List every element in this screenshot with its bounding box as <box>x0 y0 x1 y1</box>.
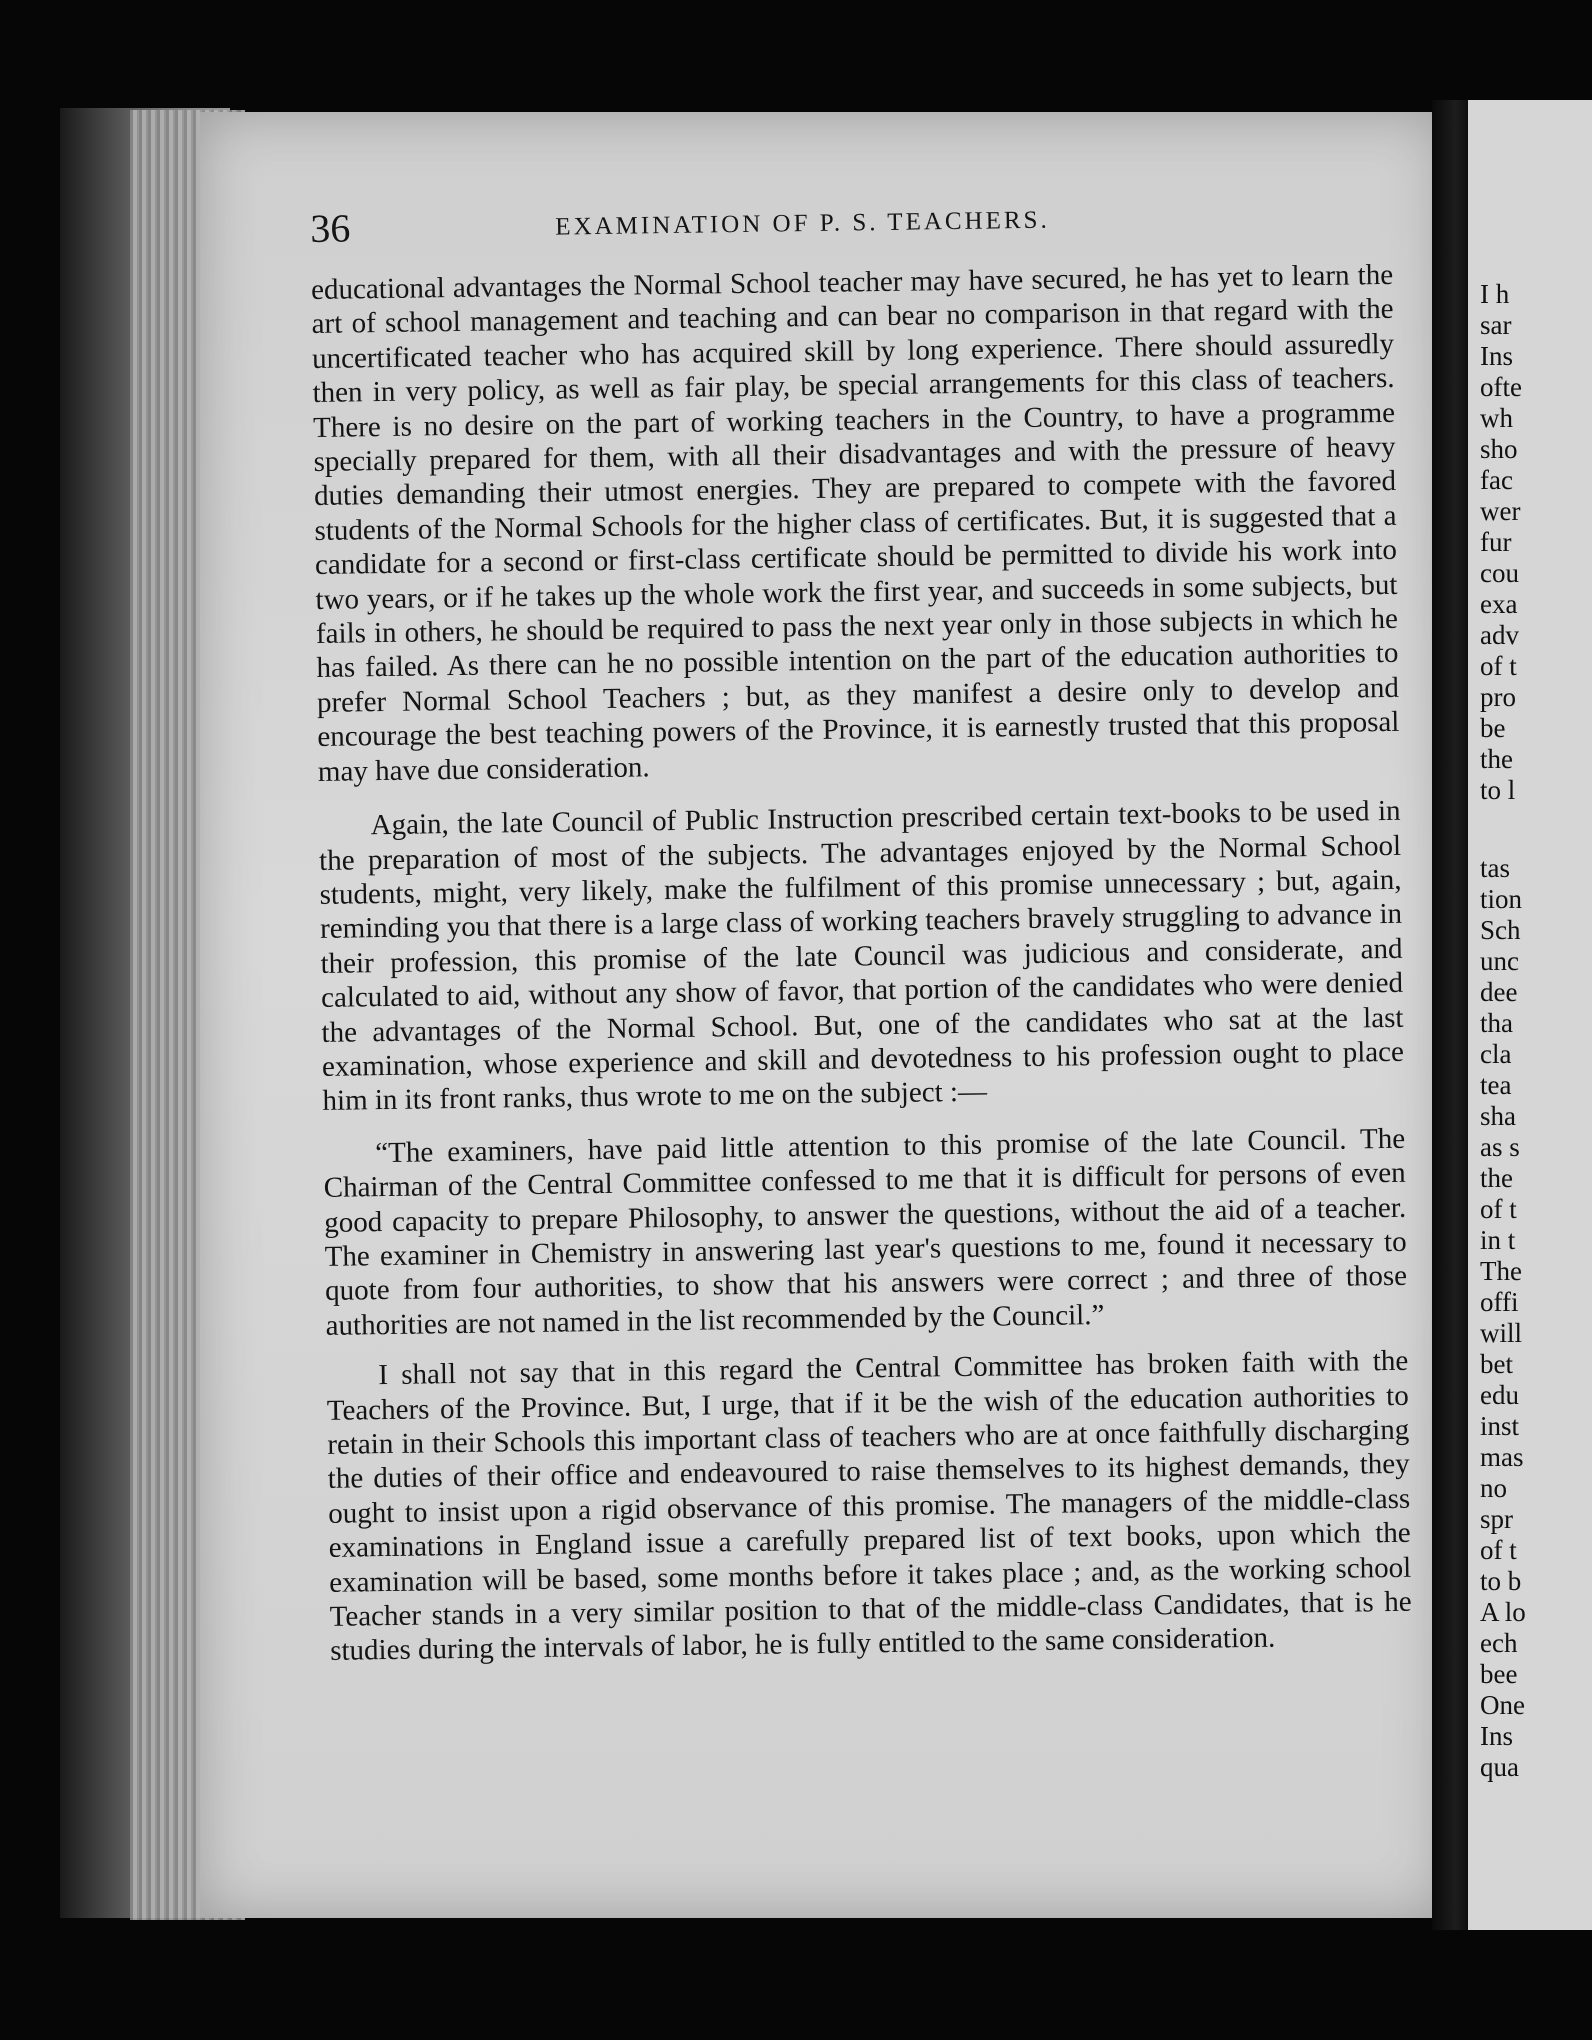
facing-page-fragment: fur <box>1480 527 1512 557</box>
facing-page-fragment: of t <box>1480 1194 1517 1224</box>
facing-page-fragment: sha <box>1480 1101 1516 1131</box>
facing-page-fragment: cla <box>1480 1039 1512 1069</box>
paragraph-conclusion: I shall not say that in this regard the Central Committee has broken faith with the Teachers of the Province. But, I urge, that if it be the wish of the education authorities to retain in their Schools this important class of teachers who are at once faithfully discharging the duties of their office and endeavoured to raise themselves to its highest demands, they ought to insist upon a rigid observance of this promise. The managers of the middle-class examinations in England issue a carefully prepared list of text books, upon which the examination will be based, some months before it takes place ; and, as the working school Teacher stands in a very similar position to that of the middle-class Candidates, that is he studies during the intervals of labor, he is fully entitled to the same consideration. <box>326 1344 1412 1668</box>
facing-page-fragment: edu <box>1480 1380 1519 1410</box>
facing-page-fragment: bee <box>1480 1659 1518 1689</box>
facing-page-fragment: qua <box>1480 1752 1519 1782</box>
facing-page-fragment: tea <box>1480 1070 1512 1100</box>
facing-page-fragment: the <box>1480 1163 1513 1193</box>
facing-page-fragment: to b <box>1480 1566 1522 1596</box>
facing-page-fragment: of t <box>1480 1535 1517 1565</box>
facing-page-fragment: will <box>1480 1318 1523 1348</box>
facing-page-fragment: the <box>1480 744 1513 774</box>
facing-page-fragment: unc <box>1480 946 1519 976</box>
running-head: EXAMINATION OF P. S. TEACHERS. <box>555 206 1050 241</box>
facing-page-fragment: wer <box>1480 496 1521 526</box>
facing-page-fragment: dee <box>1480 977 1518 1007</box>
facing-page-fragment: One <box>1480 1690 1525 1720</box>
facing-page <box>1468 100 1592 1930</box>
facing-page-fragment: Sch <box>1480 915 1521 945</box>
facing-page-fragment: be <box>1480 713 1506 743</box>
facing-page-fragment: pro <box>1480 682 1516 712</box>
page-content <box>310 190 1412 1669</box>
facing-page-fragment: spr <box>1480 1504 1513 1534</box>
facing-page-fragment: Ins <box>1480 341 1513 371</box>
facing-page-fragment: wh <box>1480 403 1513 433</box>
facing-page-fragment: exa <box>1480 589 1518 619</box>
facing-page-fragment: tion <box>1480 884 1523 914</box>
facing-page-fragment: offi <box>1480 1287 1519 1317</box>
facing-page-fragment: no <box>1480 1473 1507 1503</box>
facing-page-fragment: inst <box>1480 1411 1520 1441</box>
facing-page-fragment: to l <box>1480 775 1516 805</box>
quoted-letter: “The examiners, have paid little attention to this promise of the late Council. The Chairman of the Central Committee confessed to me that it is difficult for persons of even good capacity to prepare Philosophy, to answer the questions, without the aid of a teacher. The examiner in Chemistry in answering last year's questions to me, found it necessary to quote from four authorities, to show that his answers were correct ; and three of those authorities are not named in the list recommended by the Council.” <box>323 1122 1408 1342</box>
facing-page-fragment: bet <box>1480 1349 1513 1379</box>
facing-page-fragment: of t <box>1480 651 1517 681</box>
facing-page-fragment: A lo <box>1480 1597 1526 1627</box>
facing-page-fragment: sar <box>1480 310 1512 340</box>
book-gutter <box>1432 100 1472 1930</box>
facing-page-fragment: sho <box>1480 434 1518 464</box>
facing-page-fragment: Ins <box>1480 1721 1513 1751</box>
paragraph-continued: educational advantages the Normal School teacher may have secured, he has yet to learn the art of school management and teaching and can bear no comparison in that regard with the uncertificated teacher who has acquired skill by long experience. There should assuredly then in very policy, as well as fair play, be special arrangements for this class of teachers. There is no desire on the part of working teachers in the Country, to have a programme specially prepared for them, with all their disadvantages and with the pressure of heavy duties demanding their utmost energies. They are prepared to compete with the favored students of the Normal Schools for the higher class of certificates. But, it is suggested that a candidate for a second or first-class certificate should be permitted to divide his work into two years, or if he takes up the whole work the first year, and succeeds in some subjects, but fails in others, he should be required to pass the next year only in those subjects in which he has failed. As there can he no possible intention on the part of the education authorities to prefer Normal School Teachers ; but, as they manifest a desire only to develop and encourage the best teaching powers of the Province, it is earnestly trusted that this proposal may have due consideration. <box>310 258 1400 788</box>
facing-page-fragment: tha <box>1480 1008 1513 1038</box>
page-number: 36 <box>310 205 351 251</box>
facing-page-fragment: in t <box>1480 1225 1516 1255</box>
facing-page-fragment: adv <box>1480 620 1519 650</box>
facing-page-fragment: ech <box>1480 1628 1518 1658</box>
paragraph-textbooks: Again, the late Council of Public Instruction prescribed certain text-books to be used in the preparation of most of the subjects. The advantages enjoyed by the Normal School students, might, very likely, make the fulfilment of this promise unnecessary ; but, again, reminding you that there is a large class of working teachers bravely struggling to advance in their profession, this promise of the late Council was judicious and considerate, and calculated to aid, without any show of favor, that portion of the candidates who were denied the advantages of the Normal School. But, one of the candidates who sat at the last examination, whose experience and skill and devotedness to his profession ought to place him in its front ranks, thus wrote to me on the subject :— <box>318 794 1405 1118</box>
facing-page-fragment: as s <box>1480 1132 1520 1162</box>
facing-page-fragment: tas <box>1480 853 1510 883</box>
facing-page-fragment: ofte <box>1480 372 1522 402</box>
facing-page-fragment: mas <box>1480 1442 1524 1472</box>
facing-page-fragment: fac <box>1480 465 1513 495</box>
facing-page-fragment: I h <box>1480 279 1510 309</box>
facing-page-fragment: The <box>1480 1256 1522 1286</box>
facing-page-fragment: cou <box>1480 558 1519 588</box>
